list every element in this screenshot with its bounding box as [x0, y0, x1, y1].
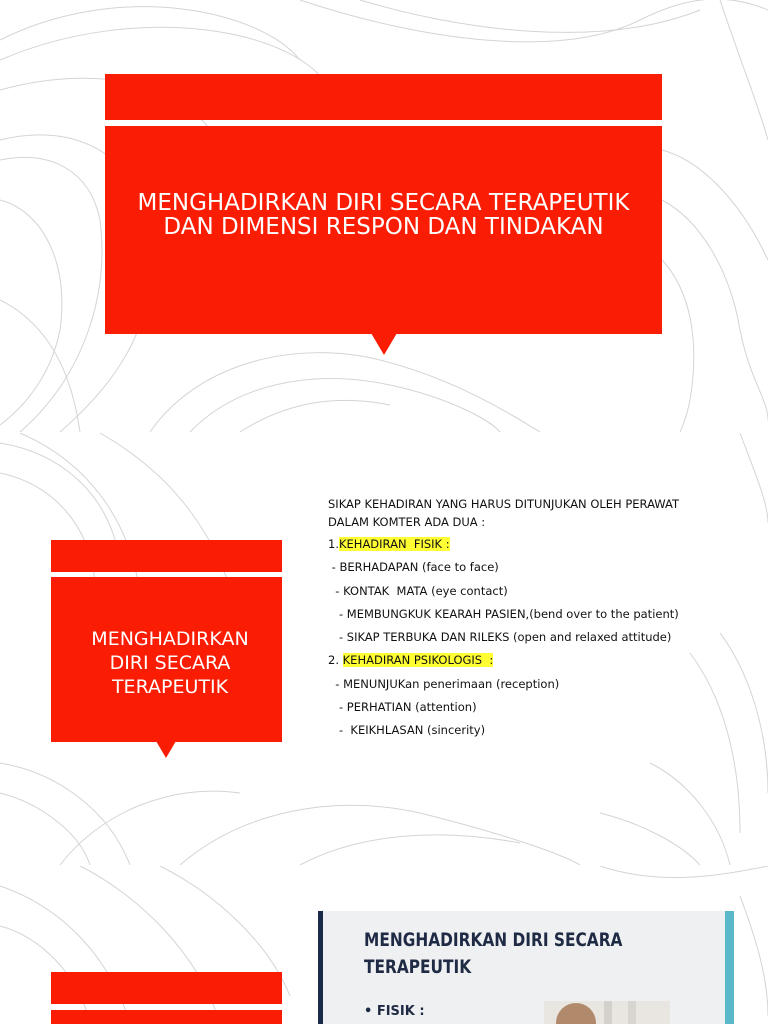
section-2-heading — [328, 651, 748, 674]
slide-3 — [0, 866, 768, 1024]
list-item: - PERHATIAN (attention) — [328, 700, 477, 715]
section-top-bar — [51, 540, 282, 572]
banner-pointer — [156, 741, 176, 758]
section-1-number: 1. — [328, 537, 339, 551]
list-item: - MENUNJUKan penerimaan (reception) — [328, 676, 560, 691]
section-1-heading — [328, 535, 748, 558]
photo-column — [604, 1001, 612, 1024]
card-right-stripe — [725, 911, 734, 1024]
section-1-label: KEHADIRAN FISIK : — [338, 537, 450, 551]
photo-person — [556, 1003, 596, 1024]
card-heading: MENGHADIRKAN DIRI SECARA TERAPEUTIK — [364, 929, 623, 978]
section-2-label: KEHADIRAN PSIKOLOGIS : — [342, 653, 494, 668]
slide-2-title: MENGHADIRKAN DIRI SECARA TERAPEUTIK — [91, 628, 249, 698]
list-item: - KONTAK MATA (eye contact) — [328, 583, 508, 598]
photo-column — [628, 1001, 636, 1024]
slide-1-title: MENGHADIRKAN DIRI SECARA TERAPEUTIK DAN DIMENSI RESPON DAN TINDAKAN — [137, 190, 630, 240]
list-item: - SIKAP TERBUKA DAN RILEKS (open and relaxed attitude) — [328, 630, 672, 645]
section-banner — [51, 1010, 282, 1024]
content-card — [318, 911, 734, 1024]
slide-1 — [0, 0, 768, 432]
card-bullet: • FISIK : — [364, 1004, 425, 1019]
list-item: - BERHADAPAN (face to face) — [328, 560, 499, 575]
slide-2 — [0, 433, 768, 865]
nurse-photo — [544, 1001, 670, 1024]
card-left-stripe — [318, 911, 323, 1024]
list-item: - MEMBUNGKUK KEARAH PASIEN,(bend over to the patient) — [328, 606, 679, 621]
banner-pointer — [371, 333, 397, 355]
section-2-number: 2. — [328, 653, 343, 668]
section-top-bar — [51, 972, 282, 1004]
list-item: - KEIKHLASAN (sincerity) — [328, 723, 486, 738]
title-top-bar — [105, 74, 662, 120]
content-text — [328, 495, 748, 745]
intro-text: SIKAP KEHADIRAN YANG HARUS DITUNJUKAN OLEH PERAWAT DALAM KOMTER ADA DUA : — [328, 497, 680, 529]
